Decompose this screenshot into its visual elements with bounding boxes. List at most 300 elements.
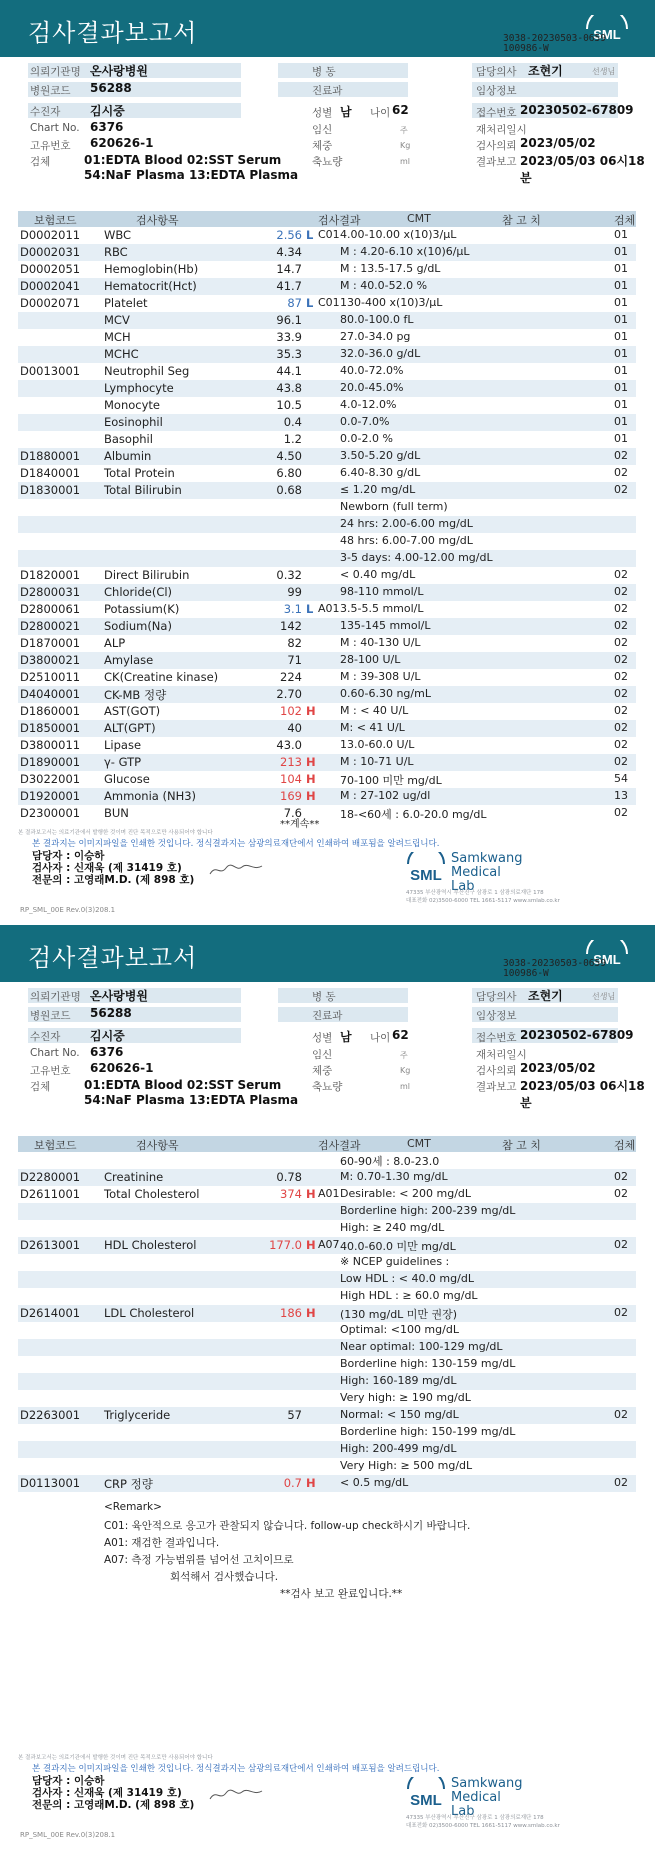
urine-unit: ml — [400, 1082, 411, 1091]
table-row — [18, 635, 636, 652]
cell-specimen: 01 — [614, 330, 628, 343]
cell-item: Neutrophil Seg — [104, 364, 190, 378]
cell-reference: 0.0-2.0 % — [340, 432, 393, 445]
sex: 남 — [340, 105, 352, 119]
cell-reference: 3-5 days: 4.00-12.00 mg/dL — [340, 551, 493, 564]
cell-code: D2800031 — [20, 585, 81, 599]
remark-a07-cont: 회석해서 검사했습니다. — [170, 1571, 279, 1583]
footer-specialist: 전문의 : 고영래M.D. (제 898 호) — [32, 1799, 195, 1811]
cell-item: Lymphocyte — [104, 381, 174, 395]
header-cmt: CMT — [407, 1137, 431, 1150]
table-row — [18, 448, 636, 465]
cell-reference: High HDL : ≥ 60.0 mg/dL — [340, 1289, 478, 1302]
cell-specimen: 01 — [614, 296, 628, 309]
cell-item: WBC — [104, 228, 132, 242]
cell-item: Platelet — [104, 296, 148, 310]
cell-reference: 80.0-100.0 fL — [340, 313, 414, 326]
cell-reference: 135-145 mmol/L — [340, 619, 431, 632]
cell-item: Lipase — [104, 738, 142, 752]
cell-specimen: 01 — [614, 262, 628, 275]
cell-result: 87 — [287, 296, 302, 310]
cell-cmt: C01 — [318, 296, 340, 309]
report-title: 검사결과보고서 — [28, 19, 198, 47]
age-label: 나이 — [370, 107, 391, 119]
cell-item: Hematocrit(Hct) — [104, 279, 197, 293]
cell-reference: 4.00-10.00 x(10)3/μL — [340, 228, 457, 241]
table-row — [18, 516, 636, 533]
cell-code: D1920001 — [20, 789, 81, 803]
cell-specimen: 01 — [614, 245, 628, 258]
cell-code: D4040001 — [20, 687, 81, 701]
receipt-number: 20230502-67809 — [520, 1028, 634, 1042]
cell-code: D1860001 — [20, 704, 81, 718]
table-row — [18, 1424, 636, 1441]
cell-result: 2.70 — [276, 687, 302, 701]
cell-code: D1830001 — [20, 483, 81, 497]
cell-reference: 6.40-8.30 g/dL — [340, 466, 421, 479]
cell-item: RBC — [104, 245, 128, 259]
cell-result: 142 — [280, 619, 302, 633]
cell-reference: Very high: ≥ 190 mg/dL — [340, 1391, 471, 1404]
table-row — [18, 1186, 636, 1203]
table-row — [18, 499, 636, 516]
header-code: 보험코드 — [34, 1139, 77, 1152]
cell-specimen: 02 — [614, 585, 628, 598]
cell-reference: High: 200-499 mg/dL — [340, 1442, 457, 1455]
table-header — [18, 1136, 636, 1152]
cell-reference: Newborn (full term) — [340, 500, 448, 513]
cell-specimen: 01 — [614, 279, 628, 292]
cell-result: 82 — [287, 636, 302, 650]
cell-reference: Low HDL : < 40.0 mg/dL — [340, 1272, 474, 1285]
pregnancy-label: 임신 — [312, 124, 333, 136]
form-number: RP_SML_00E Rev.0(3)208.1 — [20, 906, 116, 914]
cell-specimen: 01 — [614, 347, 628, 360]
doctor-suffix: 선생님 — [592, 992, 616, 1001]
cell-item: MCH — [104, 330, 131, 344]
report-complete: **검사 보고 완료입니다.** — [280, 1588, 403, 1600]
sml-footer-logo-icon — [405, 1777, 447, 1809]
cell-specimen: 02 — [614, 1187, 628, 1200]
cell-result: 6.80 — [276, 466, 302, 480]
cell-result: 57 — [287, 1408, 302, 1422]
cell-code: D1820001 — [20, 568, 81, 582]
cell-specimen: 01 — [614, 364, 628, 377]
cell-reference: M : 13.5-17.5 g/dL — [340, 262, 441, 275]
cell-result: 43.0 — [276, 738, 302, 752]
result-date: 2023/05/03 06시18분 — [520, 1079, 645, 1110]
cell-reference: < 0.40 mg/dL — [340, 568, 416, 581]
cell-result: 0.7 — [283, 1476, 302, 1490]
cell-reference: 98-110 mmol/L — [340, 585, 424, 598]
header-result: 검사결과 — [318, 1139, 361, 1152]
id-number: 620626-1 — [90, 1061, 154, 1075]
cell-reference: M : 39-308 U/L — [340, 670, 421, 683]
header-specimen: 검체 — [614, 1139, 636, 1152]
specimen-line-2: 54:NaF Plasma 13:EDTA Plasma — [84, 1093, 299, 1107]
table-row — [18, 1441, 636, 1458]
remark-a07: A07: 측정 가능범위를 넘어선 고치이므로 — [104, 1554, 294, 1566]
table-row — [18, 771, 636, 788]
table-row — [18, 346, 636, 363]
cell-item: γ- GTP — [104, 755, 142, 769]
table-row — [18, 414, 636, 431]
request-date: 2023/05/02 — [520, 136, 596, 150]
table-row — [18, 652, 636, 669]
cell-specimen: 02 — [614, 568, 628, 581]
cell-item: ALT(GPT) — [104, 721, 156, 735]
table-row — [18, 380, 636, 397]
cell-specimen: 02 — [614, 755, 628, 768]
recheck-label: 재처리일시 — [476, 1049, 527, 1061]
cell-code: D0002011 — [20, 228, 81, 242]
cell-flag: H — [306, 1306, 316, 1320]
table-row — [18, 1339, 636, 1356]
signature-icon — [208, 1787, 264, 1803]
cell-code: D1870001 — [20, 636, 81, 650]
specimen-line-1: 01:EDTA Blood 02:SST Serum — [84, 1078, 282, 1092]
header-item: 검사항목 — [136, 214, 179, 227]
table-row — [18, 618, 636, 635]
footer-notice: 본 결과지는 이미지파일을 인쇄한 것입니다. 정식결과지는 삼광의료재단에서 인쇄하여 배포됨을 알려드립니다. — [32, 839, 440, 849]
table-row — [18, 1356, 636, 1373]
chart-number: 6376 — [90, 120, 124, 134]
cell-reference: 13.0-60.0 U/L — [340, 738, 415, 751]
cell-result: 7.6 — [283, 806, 302, 820]
cell-result: 99 — [287, 585, 302, 599]
table-row — [18, 1390, 636, 1407]
cell-reference: 32.0-36.0 g/dL — [340, 347, 421, 360]
cell-reference: M : < 40 U/L — [340, 704, 409, 717]
cell-cmt: A07 — [318, 1238, 340, 1251]
id-label: 고유번호 — [30, 1065, 71, 1077]
cell-specimen: 02 — [614, 721, 628, 734]
table-row — [18, 1152, 636, 1169]
header-result: 검사결과 — [318, 214, 361, 227]
cell-item: Glucose — [104, 772, 150, 786]
result-label: 결과보고 — [476, 156, 517, 168]
footer-inspector: 검사자 : 신재욱 (제 31419 호) — [32, 862, 182, 874]
cell-code: D2614001 — [20, 1306, 81, 1320]
cell-specimen: 02 — [614, 687, 628, 700]
specimen-line-2: 54:NaF Plasma 13:EDTA Plasma — [84, 168, 299, 182]
report-id: 3038-20230503-0659 100986-W — [503, 958, 606, 979]
report-title: 검사결과보고서 — [28, 944, 198, 972]
urine-label: 축뇨량 — [312, 156, 343, 168]
table-row — [18, 295, 636, 312]
cell-specimen: 02 — [614, 483, 628, 496]
patient-label: 수진자 — [30, 1031, 61, 1043]
report-id: 3038-20230503-0659 100986-W — [503, 33, 606, 54]
receipt-number: 20230502-67809 — [520, 103, 634, 117]
cell-item: Hemoglobin(Hb) — [104, 262, 199, 276]
table-row — [18, 1322, 636, 1339]
specimen-line-1: 01:EDTA Blood 02:SST Serum — [84, 153, 282, 167]
recheck-label: 재처리일시 — [476, 124, 527, 136]
cell-code: D2510011 — [20, 670, 81, 684]
cell-specimen: 02 — [614, 653, 628, 666]
cell-reference: 3.50-5.20 g/dL — [340, 449, 421, 462]
cell-code: D2280001 — [20, 1170, 81, 1184]
cell-specimen: 01 — [614, 228, 628, 241]
weight-unit: Kg — [400, 1066, 411, 1075]
cell-item: Potassium(K) — [104, 602, 180, 616]
svg-text:SML: SML — [410, 1792, 442, 1809]
hospital-name: 온사랑병원 — [90, 989, 148, 1003]
cell-item: Creatinine — [104, 1170, 164, 1184]
footer-fine-print: 본 결과보고서는 의료기관에서 발행한 것이며 진단 목적으로만 사용되어야 합니다 — [18, 830, 213, 836]
hospital-label: 의뢰기관명 — [30, 66, 81, 78]
cell-result: 10.5 — [276, 398, 302, 412]
cell-item: Triglyceride — [104, 1408, 171, 1422]
cell-reference: High: 160-189 mg/dL — [340, 1374, 457, 1387]
cell-result: 4.50 — [276, 449, 302, 463]
table-row — [18, 1220, 636, 1237]
table-row — [18, 1288, 636, 1305]
cell-code: D0013001 — [20, 364, 81, 378]
cell-flag: L — [306, 296, 314, 310]
cell-result: 102 — [280, 704, 302, 718]
cell-reference: 3.5-5.5 mmol/L — [340, 602, 424, 615]
cell-specimen: 02 — [614, 466, 628, 479]
patient-info — [0, 985, 655, 1135]
table-header — [18, 211, 636, 227]
table-row — [18, 601, 636, 618]
cell-cmt: A01 — [318, 1187, 340, 1200]
cell-item: Total Cholesterol — [104, 1187, 200, 1201]
cell-result: 44.1 — [276, 364, 302, 378]
doctor-label: 담당의사 — [476, 66, 517, 78]
chart-label: Chart No. — [30, 1047, 80, 1059]
cell-item: CRP 정량 — [104, 1477, 153, 1491]
cell-reference: 70-100 미만 mg/dL — [340, 774, 442, 787]
cell-reference: ≤ 1.20 mg/dL — [340, 483, 416, 496]
cell-result: 41.7 — [276, 279, 302, 293]
cell-specimen: 54 — [614, 772, 628, 785]
footer-phone: 대표전화 02)3500-6000 TEL 1661-5117 www.smlab.co.kr — [406, 1823, 560, 1829]
cell-code: D2263001 — [20, 1408, 81, 1422]
patient-info — [0, 60, 655, 210]
request-label: 검사의뢰 — [476, 1065, 517, 1077]
results-table — [18, 211, 636, 822]
footer-phone: 대표전화 02)3500-6000 TEL 1661-5117 www.smlab.co.kr — [406, 898, 560, 904]
header-item: 검사항목 — [136, 1139, 179, 1152]
cell-code: D1850001 — [20, 721, 81, 735]
cell-specimen: 02 — [614, 806, 628, 819]
cell-result: 2.56 — [276, 228, 302, 242]
hospital-name: 온사랑병원 — [90, 64, 148, 78]
hospital-code-label: 병원코드 — [30, 1010, 71, 1022]
chart-number: 6376 — [90, 1045, 124, 1059]
cell-reference: 40.0-60.0 미만 mg/dL — [340, 1240, 456, 1253]
cell-specimen: 01 — [614, 313, 628, 326]
cell-code: D1880001 — [20, 449, 81, 463]
cell-code: D3800011 — [20, 738, 81, 752]
cell-flag: H — [306, 1238, 316, 1252]
cell-reference: M: 0.70-1.30 mg/dL — [340, 1170, 448, 1183]
cell-reference: 27.0-34.0 pg — [340, 330, 411, 343]
cell-specimen: 02 — [614, 1170, 628, 1183]
cell-item: Albumin — [104, 449, 152, 463]
cell-result: 169 — [280, 789, 302, 803]
cell-reference: Optimal: <100 mg/dL — [340, 1323, 459, 1336]
cell-item: Total Protein — [104, 466, 175, 480]
table-row — [18, 1271, 636, 1288]
table-row — [18, 363, 636, 380]
pregnancy-unit: 주 — [400, 1051, 408, 1060]
company-name: Samkwang Medical Lab — [451, 1776, 523, 1819]
table-row — [18, 1475, 636, 1492]
cell-result: 1.2 — [283, 432, 302, 446]
cell-result: 0.68 — [276, 483, 302, 497]
cell-reference: Borderline high: 150-199 mg/dL — [340, 1425, 516, 1438]
urine-unit: ml — [400, 157, 411, 166]
cell-result: 0.4 — [283, 415, 302, 429]
signature-icon — [208, 862, 264, 878]
cell-code: D3022001 — [20, 772, 81, 786]
table-row — [18, 482, 636, 499]
cell-reference: Borderline high: 200-239 mg/dL — [340, 1204, 516, 1217]
result-label: 결과보고 — [476, 1081, 517, 1093]
table-row — [18, 805, 636, 822]
cell-flag: H — [306, 772, 316, 786]
table-row — [18, 312, 636, 329]
cell-code: D1890001 — [20, 755, 81, 769]
table-row — [18, 669, 636, 686]
cell-result: 104 — [280, 772, 302, 786]
cell-code: D0002031 — [20, 245, 81, 259]
cell-reference: < 0.5 mg/dL — [340, 1476, 409, 1489]
cell-reference: M: < 41 U/L — [340, 721, 405, 734]
cell-reference: Normal: < 150 mg/dL — [340, 1408, 459, 1421]
age: 62 — [392, 1028, 409, 1042]
hospital-code: 56288 — [90, 81, 132, 95]
cell-code: D2300001 — [20, 806, 81, 820]
weight-label: 체중 — [312, 140, 333, 152]
cell-reference: 18-<60세 : 6.0-20.0 mg/dL — [340, 808, 487, 821]
doctor-name: 조현기 — [528, 989, 563, 1003]
urine-label: 축뇨량 — [312, 1081, 343, 1093]
cell-result: 374 — [280, 1187, 302, 1201]
ward-label: 병 동 — [312, 66, 336, 78]
cell-result: 0.32 — [276, 568, 302, 582]
continue-note: **계속** — [280, 819, 320, 830]
cell-item: Direct Bilirubin — [104, 568, 190, 582]
table-row — [18, 1169, 636, 1186]
chart-label: Chart No. — [30, 122, 80, 134]
cell-item: Total Bilirubin — [104, 483, 182, 497]
cell-reference: M : 4.20-6.10 x(10)6/μL — [340, 245, 470, 258]
cell-item: Eosinophil — [104, 415, 163, 429]
remark-a01: A01: 재검한 결과입니다. — [104, 1537, 220, 1549]
cell-result: 177.0 — [269, 1238, 302, 1252]
dept-label: 진료과 — [312, 1010, 343, 1022]
cell-result: 3.1 — [283, 602, 302, 616]
footer-tech: 담당자 : 이승하 — [32, 850, 105, 862]
clinical-label: 임상정보 — [476, 1010, 517, 1022]
cell-code: D0002051 — [20, 262, 81, 276]
cell-flag: L — [306, 228, 314, 242]
footer-fine-print: 본 결과보고서는 의료기관에서 발행한 것이며 진단 목적으로만 사용되어야 합니다 — [18, 1755, 213, 1761]
footer-address: 47335 부산광역시 부산진구 삼광로 1 삼광의료재단 178 — [406, 1815, 544, 1821]
cell-flag: H — [306, 704, 316, 718]
cell-result: 40 — [287, 721, 302, 735]
cell-code: D1840001 — [20, 466, 81, 480]
cell-reference: 60-90세 : 8.0-23.0 — [340, 1155, 440, 1168]
cell-code: D2613001 — [20, 1238, 81, 1252]
cell-flag: H — [306, 755, 316, 769]
patient-name: 김시중 — [90, 104, 125, 118]
cell-code: D2800021 — [20, 619, 81, 633]
cell-reference: 48 hrs: 6.00-7.00 mg/dL — [340, 534, 473, 547]
cell-result: 4.34 — [276, 245, 302, 259]
sex: 남 — [340, 1030, 352, 1044]
cell-specimen: 02 — [614, 670, 628, 683]
cell-item: AST(GOT) — [104, 704, 161, 718]
id-label: 고유번호 — [30, 140, 71, 152]
cell-item: Ammonia (NH3) — [104, 789, 197, 803]
table-row — [18, 584, 636, 601]
cell-specimen: 01 — [614, 432, 628, 445]
cell-result: 71 — [287, 653, 302, 667]
table-row — [18, 1373, 636, 1390]
cell-item: CK-MB 정량 — [104, 688, 167, 702]
doctor-suffix: 선생님 — [592, 67, 616, 76]
table-row — [18, 686, 636, 703]
cell-specimen: 02 — [614, 1306, 628, 1319]
cell-item: ALP — [104, 636, 126, 650]
table-row — [18, 244, 636, 261]
doctor-label: 담당의사 — [476, 991, 517, 1003]
cell-item: CK(Creatine kinase) — [104, 670, 219, 684]
cell-reference: 0.0-7.0% — [340, 415, 390, 428]
cell-item: MCHC — [104, 347, 139, 361]
request-date: 2023/05/02 — [520, 1061, 596, 1075]
specimen-label: 검체 — [30, 156, 51, 168]
cell-reference: (130 mg/dL 미만 권장) — [340, 1308, 458, 1321]
svg-text:SML: SML — [410, 867, 442, 884]
cell-specimen: 01 — [614, 381, 628, 394]
logo-text: SML — [593, 27, 621, 42]
table-row — [18, 1458, 636, 1475]
hospital-code-label: 병원코드 — [30, 85, 71, 97]
cell-specimen: 01 — [614, 398, 628, 411]
table-row — [18, 550, 636, 567]
cell-result: 0.78 — [276, 1170, 302, 1184]
cell-flag: H — [306, 1187, 316, 1201]
cell-code: D3800021 — [20, 653, 81, 667]
cell-specimen: 02 — [614, 449, 628, 462]
sex-label: 성별 — [312, 1032, 333, 1044]
sml-footer-logo-icon — [405, 852, 447, 884]
cell-code: D2800061 — [20, 602, 81, 616]
cell-reference: ※ NCEP guidelines : — [340, 1255, 450, 1268]
form-number: RP_SML_00E Rev.0(3)208.1 — [20, 1831, 116, 1839]
cell-result: 224 — [280, 670, 302, 684]
pregnancy-label: 임신 — [312, 1049, 333, 1061]
cell-specimen: 02 — [614, 619, 628, 632]
remark-heading: <Remark> — [104, 1501, 162, 1513]
table-row — [18, 788, 636, 805]
cell-item: BUN — [104, 806, 129, 820]
cell-reference: M : 40.0-52.0 % — [340, 279, 428, 292]
pregnancy-unit: 주 — [400, 126, 408, 135]
cell-reference: 24 hrs: 2.00-6.00 mg/dL — [340, 517, 473, 530]
remarks — [18, 1501, 636, 1601]
receipt-label: 접수번호 — [476, 107, 517, 119]
cell-result: 186 — [280, 1306, 302, 1320]
cell-reference: 4.0-12.0% — [340, 398, 397, 411]
